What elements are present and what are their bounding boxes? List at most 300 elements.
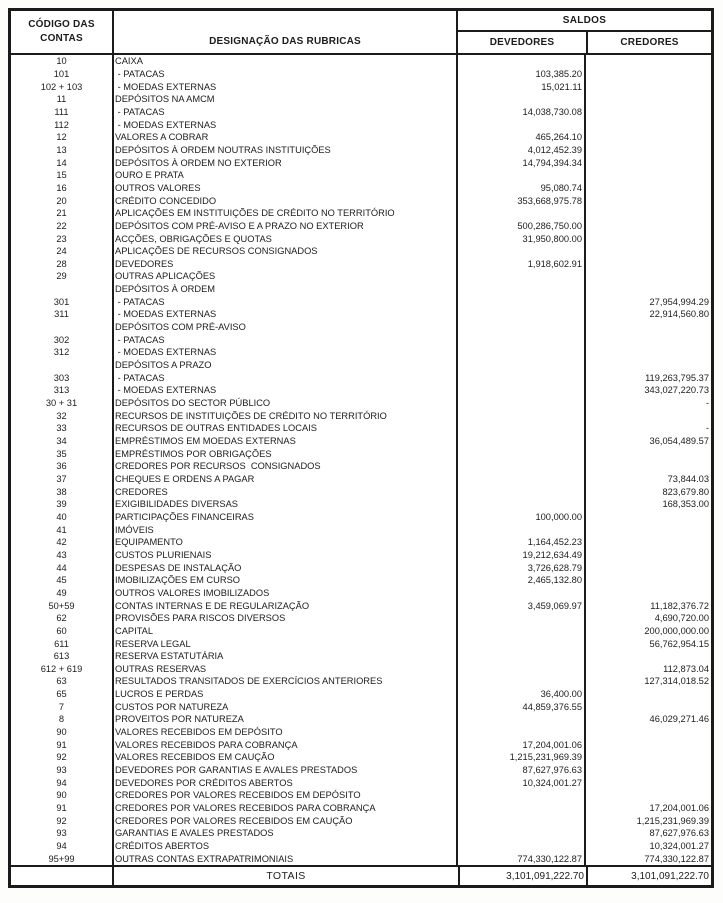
account-code-cell: 14 [11,156,114,169]
designation-cell: RESERVA ESTATUTÁRIA [114,650,458,663]
account-code-cell: 10 [11,55,114,68]
credores-cell: 27,954,994.29 [649,296,709,307]
designation-cell: EMPRÉSTIMOS EM MOEDAS EXTERNAS [114,435,458,448]
account-code-cell: 50+59 [11,599,114,612]
devedores-cell: 1,215,231,969.39 [458,751,586,764]
table-row [11,561,711,574]
credores-cell [586,55,711,68]
designation-cell: CRÉDITOS ABERTOS [114,840,458,853]
account-code-cell [11,283,114,296]
devedores-cell [458,637,586,650]
totals-devedores: 3,101,091,222.70 [460,867,588,885]
totals-label: TOTAIS [114,867,460,885]
account-code-cell [11,359,114,372]
credores-cell [586,409,711,422]
table-row [11,245,711,258]
table-row [11,637,711,650]
credores-cell [586,93,711,106]
table-row [11,232,711,245]
table-row [11,156,711,169]
table-row [11,359,711,372]
devedores-cell: 3,726,628.79 [458,561,586,574]
designation-cell: - PATACAS [114,68,458,81]
account-code-cell: 40 [11,511,114,524]
account-code-cell: 101 [11,68,114,81]
devedores-cell [458,473,586,486]
credores-cell: 17,204,001.06 [649,803,709,814]
balance-table [8,8,714,888]
table-row [11,764,711,777]
table-row [11,549,711,562]
designation-cell: CONTAS INTERNAS E DE REGULARIZAÇÃO [114,599,458,612]
designation-cell: DEPÓSITOS À ORDEM [114,283,458,296]
credores-cell [586,283,711,296]
devedores-cell [458,523,586,536]
credores-cell: 73,844.03 [667,473,709,484]
devedores-cell [458,333,586,346]
credores-cell [586,156,711,169]
designation-cell: CAPITAL [114,625,458,638]
devedores-cell [458,118,586,131]
account-code-cell: 30 + 31 [11,397,114,410]
devedores-cell [458,789,586,802]
designation-cell: OUTROS VALORES IMOBILIZADOS [114,587,458,600]
designation-cell: - PATACAS [114,106,458,119]
designation-cell: DEPÓSITOS À ORDEM NO EXTERIOR [114,156,458,169]
table-row [11,612,711,625]
credores-cell: 36,054,489.57 [649,436,709,447]
account-code-cell: 20 [11,194,114,207]
table-row [11,738,711,751]
account-code-cell: 13 [11,144,114,157]
table-row [11,397,711,410]
credores-cell: 10,324,001.27 [649,841,709,852]
designation-cell: DEVEDORES POR CRÉDITOS ABERTOS [114,776,458,789]
table-row [11,574,711,587]
devedores-cell [458,840,586,853]
table-row [11,321,711,334]
devedores-cell [458,422,586,435]
credores-cell: 343,027,220.73 [644,385,709,396]
devedores-cell: 14,038,730.08 [458,106,586,119]
designation-cell: CUSTOS POR NATUREZA [114,700,458,713]
designation-cell: CREDORES POR VALORES RECEBIDOS PARA COBRANÇA [114,802,458,815]
account-code-cell: 11 [11,93,114,106]
account-code-cell: 28 [11,258,114,271]
account-code-cell: 32 [11,409,114,422]
credores-cell: 168,353.00 [662,499,709,510]
table-row [11,295,711,308]
account-code-cell: 16 [11,182,114,195]
credores-cell: 823,679.80 [662,486,709,497]
devedores-cell: 87,627,976.63 [458,764,586,777]
credores-cell [586,523,711,536]
account-code-cell: 611 [11,637,114,650]
devedores-cell [458,55,586,68]
credores-cell: 119,263,795.37 [645,372,709,383]
devedores-cell: 103,385.20 [458,68,586,81]
designation-cell: CREDORES POR VALORES RECEBIDOS EM DEPÓSITO [114,789,458,802]
account-code-cell: 7 [11,700,114,713]
account-code-cell: 302 [11,333,114,346]
devedores-cell: 2,465,132.80 [458,574,586,587]
table-row [11,435,711,448]
designation-cell: ACÇÕES, OBRIGAÇÕES E QUOTAS [114,232,458,245]
designation-cell: PROVEITOS POR NATUREZA [114,713,458,726]
designation-cell: APLICAÇÕES EM INSTITUIÇÕES DE CRÉDITO NO TERRITÓRIO [114,207,458,220]
devedores-cell: 44,859,376.55 [458,700,586,713]
account-code-cell: 91 [11,738,114,751]
account-code-cell: 90 [11,789,114,802]
account-code-cell: 613 [11,650,114,663]
table-row [11,802,711,815]
table-row [11,498,711,511]
table-row [11,688,711,701]
table-row [11,625,711,638]
account-code-cell: 95+99 [11,852,114,865]
devedores-cell [458,245,586,258]
account-code-cell: 42 [11,536,114,549]
table-header [11,11,711,55]
designation-cell: LUCROS E PERDAS [114,688,458,701]
devedores-cell [458,346,586,359]
table-row [11,776,711,789]
designation-cell: OURO E PRATA [114,169,458,182]
devedores-cell [458,435,586,448]
account-code-cell: 34 [11,435,114,448]
table-row [11,827,711,840]
designation-cell: DESPESAS DE INSTALAÇÃO [114,561,458,574]
credores-cell [586,131,711,144]
table-body [11,55,711,865]
table-row [11,384,711,397]
table-row [11,663,711,676]
table-row [11,536,711,549]
table-row [11,80,711,93]
table-row [11,220,711,233]
credores-cell [586,460,711,473]
devedores-cell: 95,080.74 [458,182,586,195]
credores-cell: 87,627,976.63 [649,828,709,839]
credores-cell: 774,330,122.87 [644,853,709,864]
account-code-cell [11,321,114,334]
table-row [11,523,711,536]
credores-cell: 56,762,954.15 [649,638,709,649]
devedores-cell: 1,918,602.91 [458,258,586,271]
credores-cell [586,561,711,574]
designation-cell: CREDORES POR VALORES RECEBIDOS EM CAUÇÃO [114,814,458,827]
account-code-cell: 33 [11,422,114,435]
devedores-cell: 10,324,001.27 [458,776,586,789]
designation-cell: VALORES RECEBIDOS EM DEPÓSITO [114,726,458,739]
account-code-cell: 63 [11,675,114,688]
table-row [11,511,711,524]
table-row [11,700,711,713]
designation-cell: DEPÓSITOS A PRAZO [114,359,458,372]
table-row [11,333,711,346]
designation-cell: RESULTADOS TRANSITADOS DE EXERCÍCIOS ANTERIORES [114,675,458,688]
totals-code-cell [11,867,114,885]
designation-cell: DEPÓSITOS NA AMCM [114,93,458,106]
credores-cell [586,574,711,587]
devedores-cell [458,371,586,384]
devedores-cell: 465,264.10 [458,131,586,144]
table-row [11,675,711,688]
devedores-cell [458,827,586,840]
credores-column-header: CREDORES [620,37,679,48]
account-code-cell: 43 [11,549,114,562]
account-code-cell: 92 [11,751,114,764]
credores-cell: 11,182,376.72 [650,600,709,611]
devedores-cell: 4,012,452.39 [458,144,586,157]
devedores-cell [458,169,586,182]
table-row [11,118,711,131]
totals-row [11,865,711,885]
devedores-cell [458,409,586,422]
credores-cell [586,106,711,119]
credores-cell [586,511,711,524]
devedores-cell [458,397,586,410]
designation-cell: OUTROS VALORES [114,182,458,195]
devedores-cell: 100,000.00 [458,511,586,524]
designation-cell: CREDORES POR RECURSOS CONSIGNADOS [114,460,458,473]
designation-cell: VALORES RECEBIDOS PARA COBRANÇA [114,738,458,751]
table-row [11,169,711,182]
table-row [11,346,711,359]
designation-cell: OUTRAS CONTAS EXTRAPATRIMONIAIS [114,852,458,865]
devedores-cell: 31,950,800.00 [458,232,586,245]
devedores-cell [458,612,586,625]
table-row [11,840,711,853]
account-code-cell: 612 + 619 [11,663,114,676]
credores-cell [586,359,711,372]
devedores-cell [458,675,586,688]
credores-cell [586,346,711,359]
designation-cell: VALORES A COBRAR [114,131,458,144]
account-code-cell: 93 [11,827,114,840]
credores-cell [586,220,711,233]
account-code-cell: 90 [11,726,114,739]
account-code-cell: 45 [11,574,114,587]
table-row [11,308,711,321]
credores-cell [586,245,711,258]
account-code-cell: 44 [11,561,114,574]
designation-cell: - MOEDAS EXTERNAS [114,118,458,131]
designation-cell: RECURSOS DE INSTITUIÇÕES DE CRÉDITO NO TERRITÓRIO [114,409,458,422]
designation-cell: DEPÓSITOS COM PRÉ-AVISO E A PRAZO NO EXTERIOR [114,220,458,233]
table-row [11,409,711,422]
table-row [11,473,711,486]
designation-cell: PROVISÕES PARA RISCOS DIVERSOS [114,612,458,625]
account-code-cell: 35 [11,447,114,460]
devedores-cell [458,498,586,511]
designation-cell: CUSTOS PLURIENAIS [114,549,458,562]
devedores-cell: 14,794,394.34 [458,156,586,169]
devedores-cell [458,359,586,372]
credores-cell [586,144,711,157]
credores-cell [586,650,711,663]
account-code-cell: 94 [11,840,114,853]
account-code-cell: 303 [11,371,114,384]
account-code-cell: 29 [11,270,114,283]
devedores-cell [458,93,586,106]
devedores-cell [458,283,586,296]
credores-cell [586,232,711,245]
credores-cell [586,789,711,802]
credores-cell: 46,029,271.46 [649,714,709,725]
table-row [11,485,711,498]
devedores-cell [458,713,586,726]
table-row [11,55,711,68]
designation-cell: OUTRAS APLICAÇÕES [114,270,458,283]
credores-cell [586,447,711,460]
account-code-cell: 93 [11,764,114,777]
table-row [11,371,711,384]
credores-cell [586,688,711,701]
designation-cell: EQUIPAMENTO [114,536,458,549]
credores-cell [586,764,711,777]
account-code-cell: 49 [11,587,114,600]
credores-cell: 22,914,560.80 [649,309,709,320]
designation-cell: GARANTIAS E AVALES PRESTADOS [114,827,458,840]
account-code-cell: 12 [11,131,114,144]
designation-cell: DEPÓSITOS DO SECTOR PÚBLICO [114,397,458,410]
credores-cell: 112,873.04 [663,663,709,674]
credores-cell: 127,314,018.52 [644,676,709,687]
designation-cell: OUTRAS RESERVAS [114,663,458,676]
table-row [11,599,711,612]
devedores-cell: 353,668,975.78 [458,194,586,207]
credores-cell [586,169,711,182]
account-code-cell: 38 [11,485,114,498]
table-row [11,93,711,106]
credores-cell [586,738,711,751]
designation-cell: APLICAÇÕES DE RECURSOS CONSIGNADOS [114,245,458,258]
credores-cell: - [705,398,709,409]
table-row [11,258,711,271]
saldos-header: SALDOS [458,11,711,32]
account-code-cell: 94 [11,776,114,789]
account-code-cell: 8 [11,713,114,726]
credores-cell [586,182,711,195]
account-code-cell: 60 [11,625,114,638]
table-row [11,194,711,207]
table-row [11,650,711,663]
account-code-cell: 21 [11,207,114,220]
designation-cell: CHEQUES E ORDENS A PAGAR [114,473,458,486]
credores-cell [586,270,711,283]
credores-cell [586,536,711,549]
table-row [11,814,711,827]
account-code-cell: 22 [11,220,114,233]
code-header-line1: CÓDIGO DAS [28,19,95,30]
account-code-cell: 15 [11,169,114,182]
totals-credores: 3,101,091,222.70 [631,870,709,882]
table-row [11,852,711,865]
table-row [11,789,711,802]
credores-cell [586,80,711,93]
account-code-cell: 112 [11,118,114,131]
table-row [11,713,711,726]
devedores-cell: 19,212,634.49 [458,549,586,562]
designation-cell: - MOEDAS EXTERNAS [114,384,458,397]
credores-cell [586,333,711,346]
table-row [11,447,711,460]
credores-cell [586,700,711,713]
credores-cell: 1,215,231,969.39 [636,815,709,826]
credores-cell: - [705,423,709,434]
designation-cell: CAIXA [114,55,458,68]
designation-cell: RESERVA LEGAL [114,637,458,650]
account-code-cell: 111 [11,106,114,119]
account-code-cell: 41 [11,523,114,536]
table-row [11,131,711,144]
designation-cell: - PATACAS [114,371,458,384]
devedores-column-header: DEVEDORES [458,32,588,53]
credores-cell [586,258,711,271]
table-row [11,144,711,157]
devedores-cell [458,384,586,397]
code-column-header [11,11,114,53]
table-row [11,726,711,739]
account-code-cell: 311 [11,308,114,321]
designation-cell: - PATACAS [114,295,458,308]
devedores-cell [458,625,586,638]
devedores-cell: 15,021.11 [458,80,586,93]
designation-cell: IMOBILIZAÇÕES EM CURSO [114,574,458,587]
account-code-cell: 39 [11,498,114,511]
devedores-cell [458,726,586,739]
table-row [11,207,711,220]
account-code-cell: 62 [11,612,114,625]
table-row [11,283,711,296]
devedores-cell [458,650,586,663]
saldos-header-group [458,11,711,53]
devedores-cell [458,321,586,334]
code-header-line2: CONTAS [40,33,83,44]
designation-cell: IMÓVEIS [114,523,458,536]
account-code-cell: 36 [11,460,114,473]
designation-cell: - PATACAS [114,333,458,346]
devedores-cell [458,207,586,220]
designation-cell: CRÉDITO CONCEDIDO [114,194,458,207]
account-code-cell: 313 [11,384,114,397]
table-row [11,460,711,473]
table-row [11,106,711,119]
credores-cell: 200,000,000.00 [644,625,709,636]
credores-cell [586,207,711,220]
devedores-cell: 774,330,122.87 [458,852,586,865]
credores-cell [586,118,711,131]
credores-cell [586,321,711,334]
designation-cell: PARTICIPAÇÕES FINANCEIRAS [114,511,458,524]
designation-cell: - MOEDAS EXTERNAS [114,346,458,359]
devedores-cell: 36,400.00 [458,688,586,701]
devedores-cell [458,270,586,283]
table-row [11,587,711,600]
devedores-cell [458,460,586,473]
account-code-cell: 37 [11,473,114,486]
account-code-cell: 92 [11,814,114,827]
devedores-cell [458,295,586,308]
designation-cell: DEPÓSITOS À ORDEM NOUTRAS INSTITUIÇÕES [114,144,458,157]
devedores-cell: 3,459,069.97 [458,599,586,612]
account-code-cell: 312 [11,346,114,359]
devedores-cell [458,485,586,498]
table-row [11,182,711,195]
devedores-cell [458,663,586,676]
table-row [11,68,711,81]
